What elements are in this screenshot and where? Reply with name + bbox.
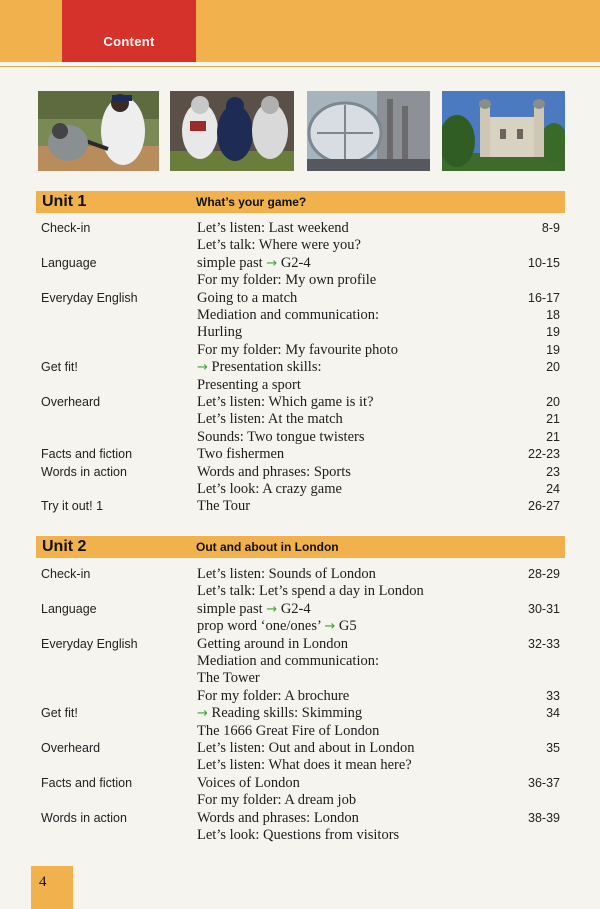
topic-part: Presenting a sport: [197, 376, 301, 393]
topic-text: [197, 498, 250, 515]
topic-text: [197, 723, 379, 740]
page-ref: 10-15: [528, 255, 560, 270]
unit-title: Out and about in London: [196, 540, 339, 554]
toc-row: [0, 342, 600, 360]
toc-row: [0, 583, 600, 601]
topic-part: The Tower: [197, 670, 260, 687]
page-ref: 34: [546, 706, 560, 721]
topic-part: Let’s listen: Out and about in London: [197, 740, 415, 756]
section-name: Language: [41, 255, 97, 270]
topic-text: [197, 653, 379, 670]
topic-text: [197, 394, 374, 411]
section-name: Check-in: [41, 567, 91, 581]
page-ref: 22-23: [528, 447, 560, 462]
section-name: Get fit!: [41, 360, 78, 375]
topic-part: Two fishermen: [197, 446, 285, 463]
page-header: [0, 0, 600, 62]
topic-text: [197, 688, 349, 705]
topic-text: [197, 775, 300, 792]
toc-row: [0, 481, 600, 499]
section-name: Facts and fiction: [41, 775, 133, 790]
topic-part: Mediation and communication:: [197, 307, 380, 323]
page-ref: 38-39: [528, 810, 560, 825]
page-ref: 23: [546, 464, 560, 479]
topic-part: The Tour: [197, 498, 251, 515]
toc-row: [0, 429, 600, 447]
toc-row: [0, 775, 600, 793]
toc-row: [0, 566, 600, 584]
topic-part: Let’s look: A crazy game: [197, 481, 342, 497]
topic-part: Reading skills: Skimming: [207, 705, 363, 722]
topic-part: Words and phrases: London: [197, 809, 359, 826]
topic-part: Let’s talk: Let’s spend a day in London: [197, 583, 424, 600]
topic-text: [197, 740, 414, 757]
arrow-right-icon: →: [197, 360, 208, 376]
topic-text: [197, 827, 399, 844]
section-name: Get fit!: [41, 706, 78, 721]
baseball-photo: [38, 91, 159, 171]
toc-row: [0, 446, 600, 464]
topic-part: simple past: [197, 600, 267, 617]
topic-text: [197, 601, 311, 618]
page-ref: 28-29: [528, 567, 560, 581]
topic-text: [197, 566, 376, 583]
toc-row: [0, 220, 600, 238]
toc-row: [0, 377, 600, 395]
topic-text: [197, 670, 260, 687]
toc-row: [0, 792, 600, 810]
topic-text: [197, 342, 398, 359]
section-name: Everyday English: [41, 636, 138, 651]
topic-text: [197, 377, 301, 394]
toc-row: [0, 757, 600, 775]
topic-text: [197, 324, 242, 341]
topic-part: The 1666 Great Fire of London: [197, 722, 380, 739]
toc-row: [0, 723, 600, 741]
arrow-right-icon: →: [197, 706, 208, 722]
topic-text: [197, 237, 361, 254]
toc-row: [0, 255, 600, 273]
topic-text: [197, 464, 351, 481]
page-ref: 20: [546, 395, 560, 409]
topic-part: Let’s talk: Where were you?: [197, 237, 361, 254]
section-name: Check-in: [41, 221, 91, 235]
page-ref: 35: [546, 741, 560, 755]
toc-row: [0, 670, 600, 688]
unit-label: Unit 1: [42, 193, 87, 210]
topic-part: Hurling: [197, 324, 243, 341]
toc-row: [0, 636, 600, 654]
topic-part: Let’s listen: Sounds of London: [197, 566, 376, 582]
page-ref: 32-33: [528, 636, 560, 651]
topic-text: [197, 429, 365, 446]
topic-text: [197, 411, 343, 428]
toc-row: [0, 498, 600, 516]
topic-text: [197, 307, 379, 324]
toc-row: [0, 464, 600, 482]
topic-part: simple past: [197, 254, 267, 271]
topic-part: For my folder: My favourite photo: [197, 341, 398, 358]
topic-text: [197, 220, 349, 237]
unit-label: Unit 2: [42, 538, 87, 555]
toc-row: [0, 324, 600, 342]
section-name: Facts and fiction: [41, 447, 133, 462]
toc-row: [0, 394, 600, 412]
topic-text: [197, 446, 284, 463]
topic-text: [197, 810, 359, 827]
page-number: 4: [31, 866, 73, 909]
tower-of-london-photo: [442, 91, 565, 171]
section-name: Overheard: [41, 395, 101, 409]
unit-title: What’s your game?: [196, 195, 307, 209]
topic-text: [197, 583, 424, 600]
page-ref: 26-27: [528, 499, 560, 514]
topic-part: G2-4: [277, 600, 311, 617]
toc-row: [0, 359, 600, 377]
page-ref: 36-37: [528, 775, 560, 790]
toc-row: [0, 653, 600, 671]
topic-part: For my folder: A brochure: [197, 687, 350, 704]
toc-row: [0, 601, 600, 619]
toc-row: [0, 290, 600, 308]
arrow-right-icon: →: [324, 619, 336, 635]
toc-row: [0, 272, 600, 290]
section-name: Words in action: [41, 464, 127, 479]
topic-part: G5: [335, 618, 357, 635]
topic-text: [197, 359, 322, 376]
topic-text: [197, 757, 412, 774]
page-ref: 21: [546, 412, 560, 427]
page-ref: 33: [546, 688, 560, 703]
page-ref: 21: [546, 429, 560, 444]
topic-text: [197, 636, 348, 653]
page-ref: 20: [546, 360, 560, 375]
topic-part: Voices of London: [197, 774, 300, 791]
section-name: Words in action: [41, 810, 127, 825]
unit-1-header: [36, 191, 565, 213]
topic-part: Let’s look: Questions from visitors: [197, 827, 400, 843]
section-name: Language: [41, 601, 97, 616]
topic-part: For my folder: My own profile: [197, 272, 377, 289]
page-ref: 18: [546, 308, 560, 322]
topic-part: Let’s listen: Which game is it?: [197, 394, 374, 410]
topic-part: G2-4: [277, 254, 311, 271]
page-ref: 19: [546, 342, 560, 357]
toc-row: [0, 411, 600, 429]
page-ref: 30-31: [528, 601, 560, 616]
page-ref: 8-9: [541, 221, 560, 235]
toc-row: [0, 618, 600, 636]
topic-text: [197, 255, 311, 272]
toc-row: [0, 705, 600, 723]
section-name: Try it out! 1: [41, 499, 104, 514]
topic-part: Mediation and communication:: [197, 653, 380, 669]
topic-part: For my folder: A dream job: [197, 792, 357, 809]
topic-text: [197, 792, 356, 809]
london-eye-photo: [307, 91, 430, 171]
toc-row: [0, 740, 600, 758]
arrow-right-icon: →: [266, 255, 278, 271]
topic-text: [197, 272, 376, 289]
page-ref: 16-17: [528, 290, 560, 305]
section-name: Overheard: [41, 741, 101, 755]
topic-text: [197, 290, 297, 307]
toc-row: [0, 827, 600, 845]
topic-part: prop word ‘one/ones’: [197, 618, 325, 635]
topic-part: Going to a match: [197, 289, 298, 306]
content-tab: Content: [62, 0, 196, 62]
topic-text: [197, 618, 357, 635]
toc-row: [0, 810, 600, 828]
topic-part: Words and phrases: Sports: [197, 463, 351, 480]
topic-part: Presentation skills:: [207, 359, 322, 376]
topic-text: [197, 481, 342, 498]
header-rule: [0, 66, 600, 67]
topic-part: Let’s listen: Last weekend: [197, 220, 349, 236]
topic-part: Getting around in London: [197, 635, 349, 652]
unit-2-header: [36, 536, 565, 558]
toc-row: [0, 237, 600, 255]
toc-row: [0, 307, 600, 325]
topic-part: Let’s listen: What does it mean here?: [197, 757, 412, 774]
page-ref: 24: [546, 482, 560, 496]
topic-part: Let’s listen: At the match: [197, 411, 343, 428]
toc-row: [0, 688, 600, 706]
page-ref: 19: [546, 325, 560, 340]
arrow-right-icon: →: [266, 601, 278, 617]
topic-part: Sounds: Two tongue twisters: [197, 428, 365, 445]
american-football-photo: [170, 91, 294, 171]
section-name: Everyday English: [41, 290, 138, 305]
topic-text: [197, 705, 362, 722]
